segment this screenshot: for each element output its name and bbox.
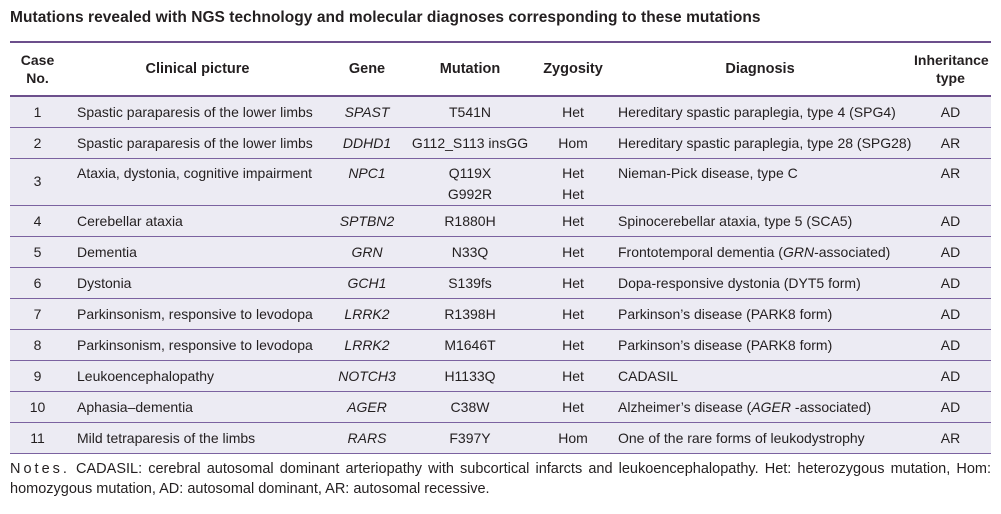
inheritance-type: AD (910, 205, 991, 236)
header-row (10, 42, 991, 96)
header-gene: Gene (330, 42, 404, 96)
zygosity: Het (536, 329, 610, 360)
mutation: M1646T (404, 329, 536, 360)
clinical-picture: Spastic paraparesis of the lower limbs (65, 96, 330, 127)
mutation-1: Q119X (448, 164, 492, 181)
notes-text: CADASIL: cerebral autosomal dominant arteriopathy with subcortical infarcts and leukoencephalopathy. Het: heterozygous mutation, Hom: homozygous mutation, AD: autosomal dominant, AR: autosomal recessive. (10, 461, 991, 497)
diagnosis: Parkinson’s disease (PARK8 form) (610, 329, 910, 360)
case-number: 10 (10, 391, 65, 422)
mutation (404, 158, 536, 205)
inheritance-type: AD (910, 298, 991, 329)
diagnosis: CADASIL (610, 360, 910, 391)
mutation: R1880H (404, 205, 536, 236)
inheritance-type: AR (910, 422, 991, 453)
diagnosis-text: -associated) (814, 243, 891, 260)
diagnosis: Hereditary spastic paraplegia, type 28 (SPG28) (610, 127, 910, 158)
zygosity: Het (536, 298, 610, 329)
mutations-table (10, 41, 991, 454)
clinical-picture: Dystonia (65, 267, 330, 298)
notes-label: Notes. (10, 461, 70, 477)
mutation: S139fs (404, 267, 536, 298)
mutation: N33Q (404, 236, 536, 267)
header-case-no (10, 42, 65, 96)
case-number: 11 (10, 422, 65, 453)
table-row (10, 391, 991, 422)
inheritance-type: AD (910, 329, 991, 360)
inheritance-type: AD (910, 360, 991, 391)
gene: GRN (330, 236, 404, 267)
gene: LRRK2 (330, 298, 404, 329)
zygosity: Het (536, 360, 610, 391)
inheritance-type: AR (910, 158, 991, 205)
mutation: R1398H (404, 298, 536, 329)
table-title: Mutations revealed with NGS technology and molecular diagnoses corresponding to these mutations (10, 9, 761, 26)
header-inheritance-type (910, 42, 991, 96)
case-number: 1 (10, 96, 65, 127)
inheritance-type: AD (910, 96, 991, 127)
diagnosis-text: Alzheimer’s disease ( (618, 398, 752, 415)
table-row (10, 422, 991, 453)
case-number: 8 (10, 329, 65, 360)
table-row (10, 158, 991, 205)
clinical-picture: Dementia (65, 236, 330, 267)
case-number: 6 (10, 267, 65, 298)
table-row (10, 236, 991, 267)
table-row (10, 360, 991, 391)
clinical-picture: Parkinsonism, responsive to levodopa (65, 329, 330, 360)
header-clinical-picture: Clinical picture (65, 42, 330, 96)
zygosity: Het (536, 96, 610, 127)
table-notes (10, 459, 991, 499)
case-number: 4 (10, 205, 65, 236)
gene: RARS (330, 422, 404, 453)
clinical-picture: Parkinsonism, responsive to levodopa (65, 298, 330, 329)
clinical-picture: Spastic paraparesis of the lower limbs (65, 127, 330, 158)
table-row (10, 127, 991, 158)
zygosity: Hom (536, 127, 610, 158)
diagnosis: Nieman-Pick disease, type C (610, 158, 910, 205)
header-zygosity: Zygosity (536, 42, 610, 96)
header-diagnosis: Diagnosis (610, 42, 910, 96)
gene: NOTCH3 (330, 360, 404, 391)
gene: SPTBN2 (330, 205, 404, 236)
inheritance-type: AD (910, 391, 991, 422)
header-case-line1: Case (20, 52, 55, 68)
diagnosis-gene: GRN (782, 243, 815, 260)
clinical-picture: Mild tetraparesis of the limbs (65, 422, 330, 453)
header-inheritance-line2: type (936, 70, 965, 86)
clinical-picture: Aphasia–dementia (65, 391, 330, 422)
table-row (10, 298, 991, 329)
inheritance-type: AR (910, 127, 991, 158)
mutation: F397Y (404, 422, 536, 453)
gene: SPAST (330, 96, 404, 127)
diagnosis: Dopa-responsive dystonia (DYT5 form) (610, 267, 910, 298)
diagnosis (610, 236, 910, 267)
table-row (10, 96, 991, 127)
mutation: G112_S113 insGG (404, 127, 536, 158)
header-mutation: Mutation (404, 42, 536, 96)
zygosity (536, 158, 610, 205)
gene: NPC1 (330, 158, 404, 205)
inheritance-type: AD (910, 267, 991, 298)
header-inheritance-line1: Inheritance (914, 52, 989, 68)
zygosity: Het (536, 236, 610, 267)
table-row (10, 267, 991, 298)
case-number: 7 (10, 298, 65, 329)
mutation: C38W (404, 391, 536, 422)
diagnosis-text: -associated) (791, 398, 872, 415)
gene: DDHD1 (330, 127, 404, 158)
case-number: 9 (10, 360, 65, 391)
mutation: H1133Q (404, 360, 536, 391)
gene: GCH1 (330, 267, 404, 298)
zygosity: Het (536, 391, 610, 422)
diagnosis: Spinocerebellar ataxia, type 5 (SCA5) (610, 205, 910, 236)
table-row (10, 205, 991, 236)
case-number: 2 (10, 127, 65, 158)
zygosity: Het (536, 205, 610, 236)
gene: LRRK2 (330, 329, 404, 360)
zygosity-1: Het (562, 164, 584, 181)
zygosity-2: Het (562, 185, 584, 202)
zygosity: Het (536, 267, 610, 298)
case-number: 5 (10, 236, 65, 267)
zygosity: Hom (536, 422, 610, 453)
case-number: 3 (10, 158, 65, 205)
diagnosis-gene: AGER (751, 398, 792, 415)
clinical-picture: Cerebellar ataxia (65, 205, 330, 236)
mutation-2: G992R (447, 185, 493, 202)
diagnosis: Parkinson’s disease (PARK8 form) (610, 298, 910, 329)
gene: AGER (330, 391, 404, 422)
diagnosis-text: Frontotemporal dementia ( (618, 243, 783, 260)
inheritance-type: AD (910, 236, 991, 267)
diagnosis (610, 391, 910, 422)
clinical-picture: Leukoencephalopathy (65, 360, 330, 391)
diagnosis: One of the rare forms of leukodystrophy (610, 422, 910, 453)
table-row (10, 329, 991, 360)
clinical-picture: Ataxia, dystonia, cognitive impairment (65, 158, 330, 205)
diagnosis: Hereditary spastic paraplegia, type 4 (SPG4) (610, 96, 910, 127)
header-case-line2: No. (26, 70, 49, 86)
mutation: T541N (404, 96, 536, 127)
